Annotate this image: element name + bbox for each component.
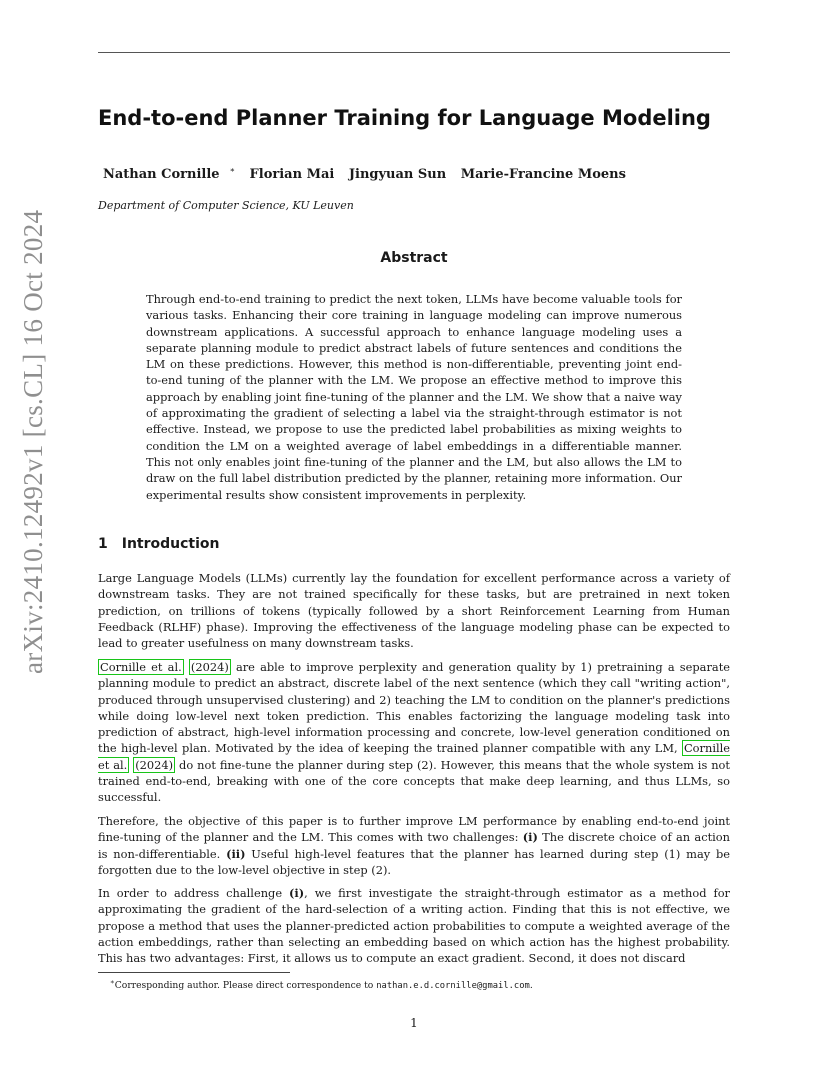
abstract-heading: Abstract (380, 250, 448, 266)
author: Florian Mai (249, 167, 335, 183)
section-number: 1 (98, 536, 108, 552)
paragraph: In order to address challenge (i), we first investigate the straight-through estimator as a method for approximating the gradient of the hard-selection of a writing action. Finding that this is not effective, we propose a method that uses the planner-predicted action probabilities to compute a weighted average of the action embeddings, rather than selecting an embedding based on which action has the highest probability. This has two advantages: First, it allows us to compute an exact gradient. Second, it does not discard (98, 886, 730, 966)
citation-link[interactable]: Cornille et al. (100, 660, 182, 674)
citation-year-link[interactable]: (2024) (135, 757, 174, 772)
paragraph: Therefore, the objective of this paper is to further improve LM performance by enabling end-to-end joint fine-tuning of the planner and the LM. This comes with two challenges: (i) The discrete choice of an action is non-differentiable. (ii) Useful high-level features that the planner has learned during step (1) may be forgotten due to the low-level objective in step (2). (98, 814, 730, 877)
citation-year-link[interactable]: (2024) (190, 660, 229, 674)
abstract-text: Through end-to-end training to predict the next token, LLMs have become valuable tools for various tasks. Enhancing their core training in language modeling can improve numerous downstream applications. A successful approach to enhance language modeling uses a separate planning module to predict abstract labels of future sentences and conditions the LM on these predictions. However, this method is non-differentiable, preventing joint end-to-end tuning of the planner with the LM. We propose an effective method to improve this approach by enabling joint fine-tuning of the planner and the LM. We show that a naive way of approximating the gradient of selecting a label via the straight-through estimator is not effective. Instead, we propose to use the predicted label probabilities as mixing weights to condition the LM on a weighted average of label embeddings in a differentiable manner. This not only enables joint fine-tuning of the planner and the LM, but also allows the LM to draw on the full label distribution predicted by the planner, retaining more information. Our experimental results show consistent improvements in perplexity. (146, 292, 682, 502)
footnote: ∗Corresponding author. Please direct correspondence to nathan.e.d.cornille@gmail.com. (110, 978, 533, 992)
author: Marie-Francine Moens (460, 167, 626, 183)
author-list (103, 166, 636, 182)
author: Nathan Cornille ∗ (103, 166, 236, 183)
author: Jingyuan Sun (348, 167, 447, 183)
page-number: 1 (410, 1016, 418, 1030)
affiliation: Department of Computer Science, KU Leuven (98, 199, 354, 212)
email-address: nathan.e.d.cornille@gmail.com (376, 981, 530, 992)
citation-link[interactable]: Cornille et al. (98, 741, 730, 772)
footnote-rule (98, 972, 290, 973)
section-title: Introduction (121, 536, 220, 552)
paper-title: End-to-end Planner Training for Language Modeling (98, 106, 711, 130)
paragraph: Cornille et al. (2024) are able to improve perplexity and generation quality by 1) pretraining a separate planning module to predict an abstract, discrete label of the next sentence (which they call "writing action", produced through unsupervised clustering) and 2) teaching the LM to condition on the planner's predictions while doing low-level next token prediction. This enables factorizing the language modeling task into prediction of abstract, high-level information processing and concrete, low-level generation conditioned on the high-level plan. Motivated by the idea of keeping the trained planner compatible with any LM, Cornille et al. (2024) do not fine-tune the planner during step (2). However, this means that the whole system is not trained end-to-end, breaking with one of the core concepts that make deep learning, and thus LLMs, so successful. (98, 660, 731, 805)
section-heading (98, 536, 220, 552)
top-rule (98, 52, 730, 53)
paragraph: Large Language Models (LLMs) currently lay the foundation for excellent performance across a variety of downstream tasks. They are not trained specifically for these tasks, but are pretrained in next token prediction, on trillions of tokens (typically followed by a short Reinforcement Learning from Human Feedback (RLHF) phase). Improving the effectiveness of the language modeling phase can be expected to lead to greater usefulness on many downstream tasks. (98, 571, 730, 651)
